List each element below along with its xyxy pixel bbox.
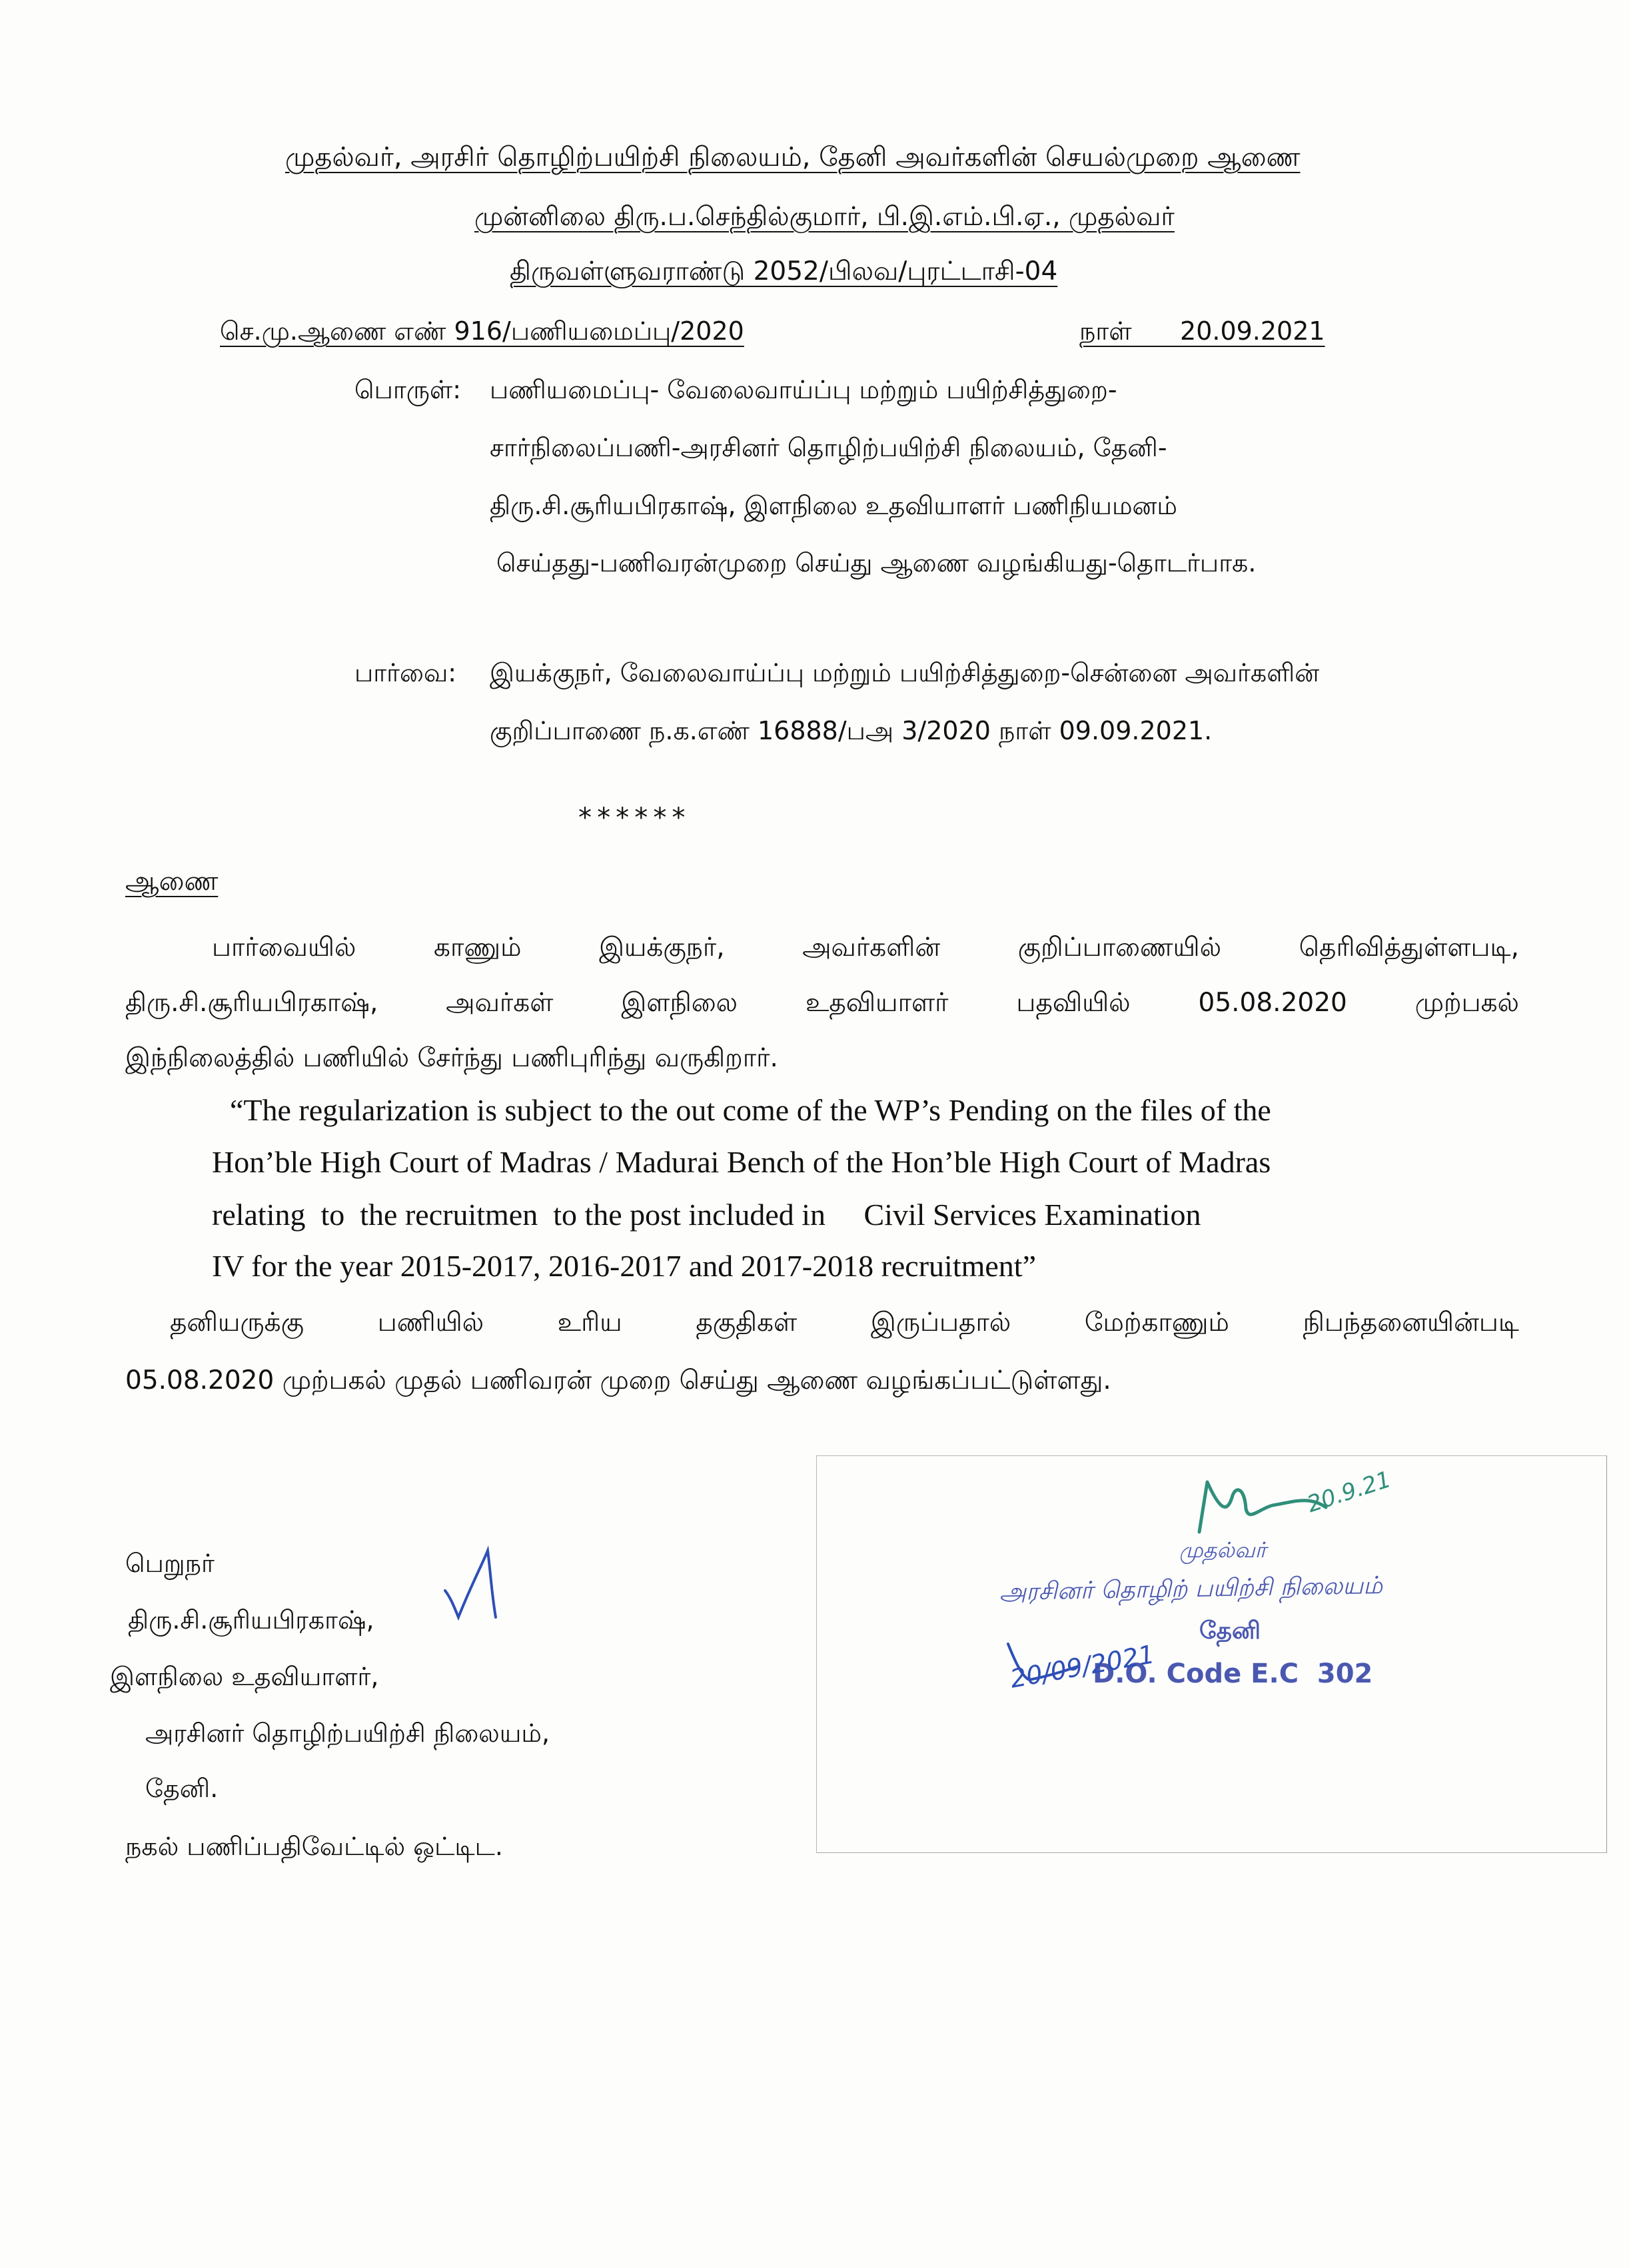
order-para1-line2 bbox=[125, 988, 1519, 1021]
word: தகுதிகள் bbox=[696, 1308, 798, 1337]
recipient-label: பெறுநர் bbox=[125, 1549, 215, 1578]
word: உரிய bbox=[557, 1308, 622, 1337]
word: காணும் bbox=[434, 933, 522, 962]
order-para1-line3: இந்நிலைத்தில் பணியில் சேர்ந்து பணிபுரிந்து வருகிறார். bbox=[125, 1043, 778, 1073]
stamp-code: D.O. Code E.C 302 bbox=[1093, 1659, 1373, 1689]
order-number: செ.மு.ஆணை எண் 916/பணியமைப்பு/2020 bbox=[220, 316, 744, 346]
word: இளநிலை bbox=[621, 988, 738, 1018]
subject-line-3: திரு.சி.சூரியபிரகாஷ், இளநிலை உதவியாளர் பணிநியமனம் bbox=[490, 491, 1177, 520]
stamp-institute: அரசினர் தொழிற் பயிற்சி நிலையம் bbox=[999, 1571, 1383, 1607]
recipient-signature bbox=[438, 1544, 512, 1631]
quote-line-3: relating to the recruitmen to the post included in Civil Services Examination bbox=[212, 1198, 1201, 1232]
subject-line-2: சார்நிலைப்பணி-அரசினர் தொழிற்பயிற்சி நிலையம், தேனி- bbox=[490, 433, 1167, 462]
word: உதவியாளர் bbox=[805, 988, 949, 1018]
word: திரு.சி.சூரியபிரகாஷ், bbox=[125, 988, 378, 1018]
quote-line-1: “The regularization is subject to the out come of the WP’s Pending on the files of the bbox=[230, 1093, 1271, 1127]
word: முற்பகல் bbox=[1414, 988, 1519, 1018]
order-heading: ஆணை bbox=[125, 866, 219, 897]
quote-line-4: IV for the year 2015-2017, 2016-2017 and 2017-2018 recruitment” bbox=[212, 1249, 1036, 1283]
reference-line-2: குறிப்பாணை ந.க.எண் 16888/பஅ 3/2020 நாள் 09.09.2021. bbox=[490, 716, 1213, 745]
order-date-label: நாள் bbox=[1079, 316, 1132, 346]
order-date bbox=[1079, 316, 1325, 350]
word: இருப்பதால் bbox=[870, 1308, 1011, 1337]
quote-line-2: Hon’ble High Court of Madras / Madurai Bench of the Hon’ble High Court of Madras bbox=[212, 1145, 1271, 1179]
reference-line-1: இயக்குநர், வேலைவாய்ப்பு மற்றும் பயிற்சித்துறை-சென்னை அவர்களின் bbox=[490, 658, 1320, 687]
word: பார்வையில் bbox=[212, 933, 356, 962]
word: மேற்காணும் bbox=[1084, 1308, 1229, 1337]
stamp-place: தேனி bbox=[1199, 1617, 1261, 1645]
header-line-2: முன்னிலை திரு.ப.செந்தில்குமார், பி.இ.எம்.பி.ஏ., முதல்வர் bbox=[474, 202, 1175, 232]
word: நிபந்தனையின்படி bbox=[1303, 1308, 1519, 1337]
subject-label: பொருள்: bbox=[354, 375, 462, 404]
word: பணியில் bbox=[377, 1308, 484, 1337]
reference-label: பார்வை: bbox=[354, 658, 457, 687]
word: அவர்களின் bbox=[802, 933, 941, 962]
recipient-designation: இளநிலை உதவியாளர், bbox=[110, 1662, 379, 1691]
recipient-place: தேனி. bbox=[145, 1774, 219, 1803]
handwritten-date: 20/09/2021 bbox=[1007, 1639, 1157, 1694]
word: இயக்குநர், bbox=[599, 933, 725, 962]
recipient-institute: அரசினர் தொழிற்பயிற்சி நிலையம், bbox=[145, 1718, 550, 1748]
subject-line-1: பணியமைப்பு- வேலைவாய்ப்பு மற்றும் பயிற்சித்துறை- bbox=[490, 375, 1117, 404]
order-date-value: 20.09.2021 bbox=[1180, 316, 1325, 346]
order-para1-line1 bbox=[212, 933, 1519, 966]
word: குறிப்பாணையில் bbox=[1017, 933, 1222, 962]
order-para2-line2: 05.08.2020 முற்பகல் முதல் பணிவரன் முறை செய்து ஆணை வழங்கப்பட்டுள்ளது. bbox=[125, 1365, 1111, 1395]
initials-date: 20.9.21 bbox=[1303, 1465, 1394, 1519]
copy-note: நகல் பணிப்பதிவேட்டில் ஒட்டிட. bbox=[125, 1832, 503, 1861]
word: தனியருக்கு bbox=[170, 1308, 304, 1337]
word: அவர்கள் bbox=[446, 988, 554, 1018]
word: தெரிவித்துள்ளபடி, bbox=[1299, 933, 1519, 962]
separator: ****** bbox=[577, 803, 690, 833]
word: பதவியில் bbox=[1016, 988, 1131, 1018]
word: 05.08.2020 bbox=[1198, 988, 1347, 1018]
subject-line-4: செய்தது-பணிவரன்முறை செய்து ஆணை வழங்கியது-தொடர்பாக. bbox=[496, 548, 1257, 577]
stamp-title: முதல்வர் bbox=[1179, 1537, 1267, 1563]
recipient-name: திரு.சி.சூரியபிரகாஷ், bbox=[128, 1605, 374, 1635]
header-line-3: திருவள்ளுவராண்டு 2052/பிலவ/புரட்டாசி-04 bbox=[510, 256, 1058, 286]
order-para2-line1 bbox=[170, 1308, 1519, 1341]
header-line-1: முதல்வர், அரசிர் தொழிற்பயிற்சி நிலையம், தேனி அவர்களின் செயல்முறை ஆணை bbox=[285, 142, 1301, 173]
